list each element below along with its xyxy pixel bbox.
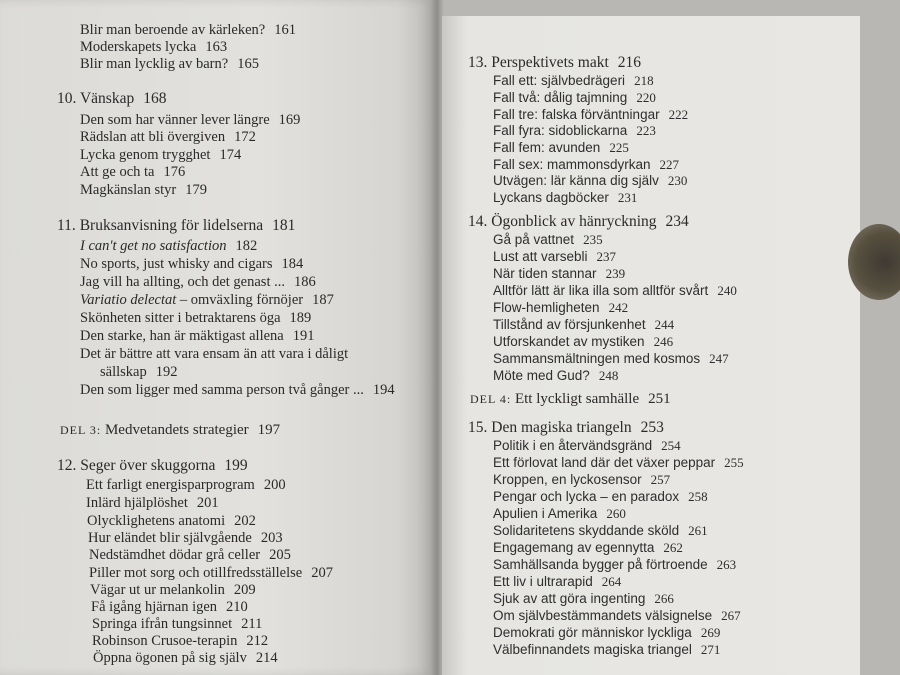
toc-entry: Utvägen: lär känna dig själv 230 xyxy=(493,173,688,188)
toc-entry: Jag vill ha allting, och det genast ... 186 xyxy=(80,274,316,290)
chapter-heading: 15. Den magiska triangeln 253 xyxy=(468,419,664,436)
toc-entry: Den som har vänner lever längre 169 xyxy=(80,112,301,128)
toc-entry: Fall två: dålig tajmning 220 xyxy=(493,90,656,105)
toc-entry: Olycklighetens anatomi 202 xyxy=(87,513,256,529)
toc-entry: Blir man lycklig av barn? 165 xyxy=(80,56,259,72)
toc-entry: No sports, just whisky and cigars 184 xyxy=(80,256,304,272)
toc-entry: Utforskandet av mystiken 246 xyxy=(493,334,674,349)
toc-entry: Hur eländet blir självgående 203 xyxy=(88,530,283,546)
toc-entry: Välbefinnandets magiska triangel 271 xyxy=(493,642,721,657)
toc-entry: Fall sex: mammonsdyrkan 227 xyxy=(493,157,680,172)
toc-entry: Om självbestämmandets välsignelse 267 xyxy=(493,608,741,623)
toc-entry: Rädslan att bli övergiven 172 xyxy=(80,129,256,145)
toc-entry: Öppna ögonen på sig själv 214 xyxy=(93,650,278,666)
part-heading: DEL 4: Ett lyckligt samhälle 251 xyxy=(470,391,671,407)
toc-entry: Pengar och lycka – en paradox 258 xyxy=(493,489,708,504)
toc-entry: Magkänslan styr 179 xyxy=(80,182,207,198)
toc-entry: I can't get no satisfaction 182 xyxy=(80,238,258,254)
chapter-heading: 14. Ögonblick av hänryckning 234 xyxy=(468,213,689,230)
toc-entry: Variatio delectat – omväxling förnöjer 187 xyxy=(80,292,334,308)
part-heading: DEL 3: Medvetandets strategier 197 xyxy=(60,422,281,438)
toc-entry: Springa ifrån tungsinnet 211 xyxy=(92,616,263,632)
left-page xyxy=(0,0,432,675)
toc-entry: Att ge och ta 176 xyxy=(80,164,186,180)
toc-entry: Lycka genom trygghet 174 xyxy=(80,147,242,163)
right-page xyxy=(442,16,860,675)
toc-entry: sällskap 192 xyxy=(100,364,178,380)
chapter-heading: 12. Seger över skuggorna 199 xyxy=(57,457,248,474)
toc-entry: Lust att varsebli 237 xyxy=(493,249,617,264)
chapter-heading: 11. Bruksanvisning för lidelserna 181 xyxy=(57,217,296,234)
toc-entry: Skönheten sitter i betraktarens öga 189 xyxy=(80,310,312,326)
toc-entry: Ett förlovat land där det växer peppar 255 xyxy=(493,455,744,470)
toc-entry: Engagemang av egennytta 262 xyxy=(493,540,683,555)
toc-entry: Fall fyra: sidoblickarna 223 xyxy=(493,123,656,138)
toc-entry: Få igång hjärnan igen 210 xyxy=(91,599,248,615)
toc-entry: Möte med Gud? 248 xyxy=(493,368,619,383)
toc-entry: Lyckans dagböcker 231 xyxy=(493,190,638,205)
toc-entry: Det är bättre att vara ensam än att vara i dåligt xyxy=(80,346,349,362)
toc-entry: Piller mot sorg och otillfredsställelse 207 xyxy=(89,565,333,581)
toc-entry: Alltför lätt är lika illa som alltför svårt 240 xyxy=(493,283,737,298)
toc-entry: Robinson Crusoe-terapin 212 xyxy=(92,633,269,649)
toc-entry: Moderskapets lycka 163 xyxy=(80,39,228,55)
toc-entry: Sammansmältningen med kosmos 247 xyxy=(493,351,729,366)
toc-entry: Flow-hemligheten 242 xyxy=(493,300,629,315)
toc-entry: Blir man beroende av kärleken? 161 xyxy=(80,22,296,38)
toc-entry: Solidaritetens skyddande sköld 261 xyxy=(493,523,708,538)
toc-entry: Kroppen, en lyckosensor 257 xyxy=(493,472,671,487)
chapter-heading: 10. Vänskap 168 xyxy=(57,90,167,107)
toc-entry: Demokrati gör människor lyckliga 269 xyxy=(493,625,721,640)
toc-entry: Ett liv i ultrarapid 264 xyxy=(493,574,622,589)
toc-entry: När tiden stannar 239 xyxy=(493,266,626,281)
toc-entry: Vägar ut ur melankolin 209 xyxy=(90,582,256,598)
toc-entry: Nedstämdhet dödar grå celler 205 xyxy=(89,547,291,563)
toc-entry: Apulien i Amerika 260 xyxy=(493,506,626,521)
toc-entry: Samhällsanda bygger på förtroende 263 xyxy=(493,557,737,572)
toc-entry: Inlärd hjälplöshet 201 xyxy=(86,495,219,511)
toc-entry: Fall tre: falska förväntningar 222 xyxy=(493,107,689,122)
toc-entry: Fall fem: avunden 225 xyxy=(493,140,629,155)
chapter-heading: 13. Perspektivets makt 216 xyxy=(468,54,642,71)
toc-entry: Politik i en återvändsgränd 254 xyxy=(493,438,681,453)
toc-entry: Den starke, han är mäktigast allena 191 xyxy=(80,328,315,344)
toc-entry: Sjuk av att göra ingenting 266 xyxy=(493,591,674,606)
toc-entry: Gå på vattnet 235 xyxy=(493,232,603,247)
toc-entry: Fall ett: självbedrägeri 218 xyxy=(493,73,654,88)
toc-entry: Ett farligt energisparprogram 200 xyxy=(86,477,286,493)
toc-entry: Den som ligger med samma person två gånger ... 194 xyxy=(80,382,395,398)
toc-entry: Tillstånd av försjunkenhet 244 xyxy=(493,317,675,332)
